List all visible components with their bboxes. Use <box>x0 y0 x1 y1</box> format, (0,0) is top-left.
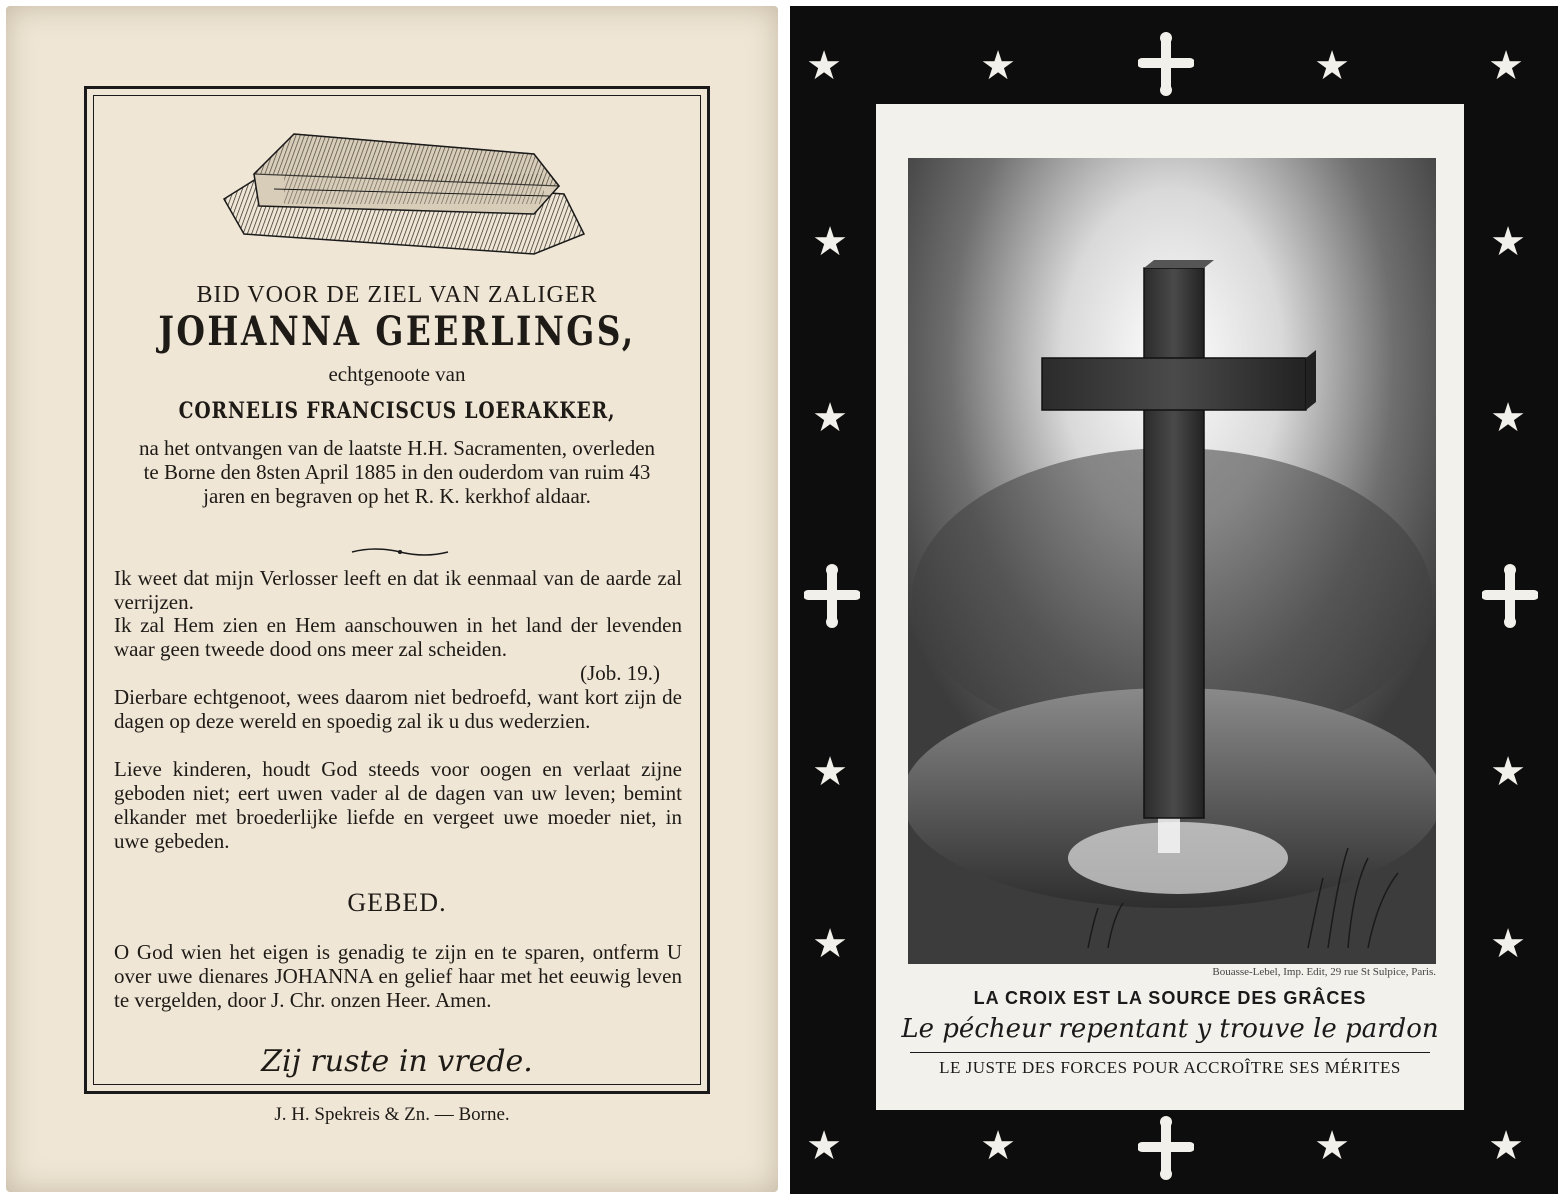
closing-line: Zij ruste in vrede. <box>261 1044 533 1079</box>
star-icon: ★ <box>1490 921 1526 967</box>
star-icon: ★ <box>812 921 848 967</box>
star-icon: ★ <box>1314 1123 1350 1169</box>
bible-verse-paragraph: Ik weet dat mijn Verlosser leeft en dat ik eenmaal van de aarde zal verrijzen. <box>114 566 682 614</box>
cross-ornament-icon <box>804 564 860 628</box>
star-icon: ★ <box>1490 749 1526 795</box>
cross-ornament-icon <box>1138 1116 1194 1180</box>
printer-imprint: J. H. Spekreis & Zn. — Borne. <box>274 1104 510 1125</box>
star-icon: ★ <box>806 1123 842 1169</box>
star-icon: ★ <box>1490 219 1526 265</box>
memorial-card-front <box>6 6 778 1192</box>
caption-line-1: LA CROIX EST LA SOURCE DES GRÂCES <box>973 988 1367 1008</box>
bible-verse-paragraph: Ik zal Hem zien en Hem aanschouwen in het land der levenden waar geen tweede dood ons meer zal scheiden. <box>114 613 682 661</box>
star-icon: ★ <box>1488 1123 1524 1169</box>
text-frame <box>84 86 710 1094</box>
star-icon: ★ <box>980 1123 1016 1169</box>
prayer-title: GEBED. <box>347 888 447 917</box>
star-icon: ★ <box>1314 43 1350 89</box>
star-icon: ★ <box>980 43 1016 89</box>
text-frame-inner <box>93 95 701 1085</box>
cross-ornament-icon <box>1482 564 1538 628</box>
cross-ornament-icon <box>1138 32 1194 96</box>
heading-prayer-request: BID VOOR DE ZIEL VAN ZALIGER <box>196 282 598 308</box>
message-to-spouse: Dierbare echtgenoot, wees daarom niet bedroefd, want kort zijn de dagen op deze wereld en spoedig zal ik u dus wederzien. <box>114 685 682 733</box>
caption-rule <box>910 1052 1430 1053</box>
message-to-children: Lieve kinderen, houdt God steeds voor oogen en verlaat zijne geboden niet; eert uwen vader al de dagen van uw leven; bemint elkander met broederlijke liefde en vergeet uwe moeder niet, in uwe gebeden. <box>114 757 682 853</box>
divider-ornament-icon <box>350 546 450 558</box>
star-icon: ★ <box>1488 43 1524 89</box>
star-icon: ★ <box>812 749 848 795</box>
death-notice: na het ontvangen van de laatste H.H. Sacramenten, overleden te Borne den 8sten April 1885 in den ouderdom van ruim 43 jaren en begraven op het R. K. kerkhof aldaar. <box>138 436 656 508</box>
star-icon: ★ <box>812 219 848 265</box>
publisher-credit: Bouasse-Lebel, Imp. Edit, 29 rue St Sulpice, Paris. <box>1212 966 1436 978</box>
star-icon: ★ <box>812 395 848 441</box>
sarcophagus-illustration <box>214 114 594 264</box>
memorial-card-back <box>790 6 1558 1194</box>
engraving-panel <box>876 104 1464 1110</box>
deceased-name: JOHANNA GEERLINGS, <box>158 308 636 355</box>
scripture-reference: (Job. 19.) <box>580 661 660 685</box>
spouse-intro: echtgenoote van <box>328 362 466 386</box>
star-icon: ★ <box>1490 395 1526 441</box>
spouse-name: CORNELIS FRANCISCUS LOERAKKER, <box>178 398 616 424</box>
prayer-text: O God wien het eigen is genadig te zijn en te sparen, ontferm U over uwe dienares JOHANNA en gelief haar met het eeuwig leven te vergelden, door J. Chr. onzen Heer. Amen. <box>114 940 682 1012</box>
caption-line-3: LE JUSTE DES FORCES POUR ACCROÎTRE SES MÉRITES <box>939 1058 1401 1077</box>
caption-line-2: Le pécheur repentant y trouve le pardon <box>901 1014 1439 1044</box>
star-icon: ★ <box>806 43 842 89</box>
cross-engraving-illustration <box>908 158 1436 964</box>
